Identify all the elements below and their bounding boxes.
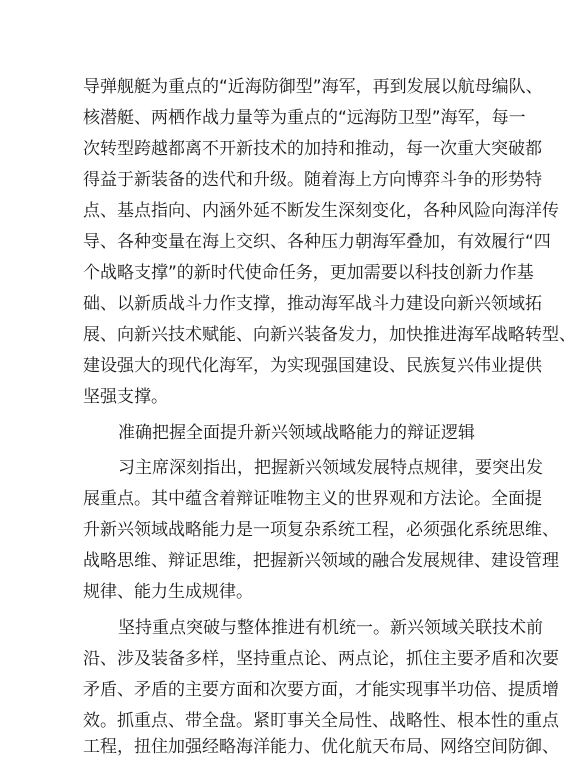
- paragraph-first-line: 习主席深刻指出，把握新兴领域发展特点规律，要突出发: [118, 458, 543, 478]
- paragraph-first-line: 坚持重点突破与整体推进有机统一。新兴领域关联技术前: [118, 618, 543, 638]
- body-text-line: 点、基点指向、内涵外延不断发生深刻变化，各种风险向海洋传: [83, 201, 559, 221]
- body-text-line: 个战略支撑”的新时代使命任务，更加需要以科技创新力作基: [83, 263, 534, 283]
- body-text-line: 坚强支撑。: [83, 387, 168, 407]
- body-text-line: 展重点。其中蕴含着辩证唯物主义的世界观和方法论。全面提: [83, 489, 542, 509]
- body-text-line: 效。抓重点、带全盘。紧盯事关全局性、战略性、根本性的重点: [83, 711, 559, 731]
- body-text-line: 矛盾、矛盾的主要方面和次要方面，才能实现事半功倍、提质增: [83, 680, 559, 700]
- body-text-line: 沿、涉及装备多样，坚持重点论、两点论，抓住主要矛盾和次要: [83, 649, 559, 669]
- body-text-line: 展、向新兴技术赋能、向新兴装备发力，加快推进海军战略转型、: [83, 325, 576, 345]
- body-text-line: 战略思维、辩证思维，把握新兴领域的融合发展规律、建设管理: [83, 551, 559, 571]
- section-heading: 准确把握全面提升新兴领域战略能力的辩证逻辑: [118, 423, 475, 443]
- body-text-line: 得益于新装备的迭代和升级。随着海上方向博弈斗争的形势特: [83, 170, 542, 190]
- body-text-line: 核潜艇、两栖作战力量等为重点的“远海防卫型”海军，每一: [83, 108, 526, 128]
- body-text-line: 规律、能力生成规律。: [83, 582, 253, 602]
- body-text-line: 次转型跨越都离不开新技术的加持和推动，每一次重大突破都: [83, 139, 542, 159]
- body-text-line: 导弹舰艇为重点的“近海防御型”海军，再到发展以航母编队、: [83, 77, 543, 97]
- body-text-line: 础、以新质战斗力作支撑，推动海军战斗力建设向新兴领域拓: [83, 294, 542, 314]
- body-text-line: 工程，扭住加强经略海洋能力、优化航天布局、网络空间防御、: [83, 737, 559, 757]
- body-text-line: 建设强大的现代化海军，为实现强国建设、民族复兴伟业提供: [83, 356, 542, 376]
- body-text-line: 升新兴领域战略能力是一项复杂系统工程，必须强化系统思维、: [83, 520, 559, 540]
- body-text-line: 导、各种变量在海上交织、各种压力朝海军叠加，有效履行“四: [83, 232, 551, 252]
